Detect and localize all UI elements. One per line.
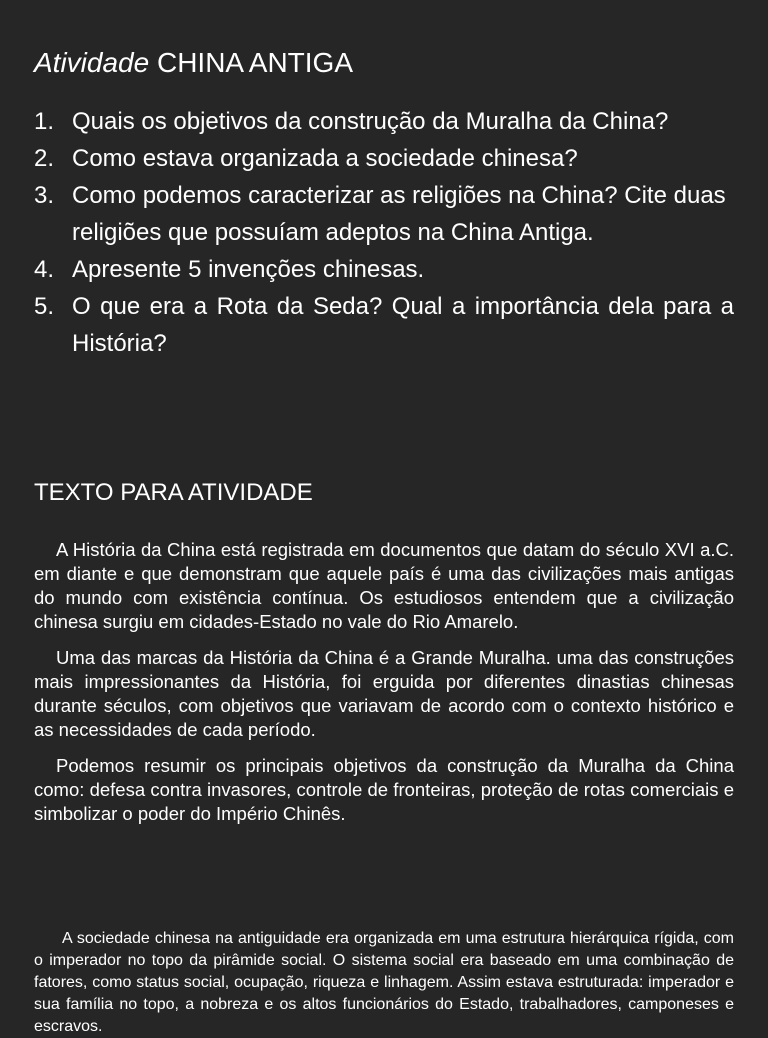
text-body (34, 538, 734, 838)
question-text: Quais os objetivos da construção da Muralha da China? (72, 108, 669, 135)
question-number: 1. (34, 108, 55, 135)
body-paragraph: A História da China está registrada em documentos que datam do século XVI a.C. em diante e que demonstram que aquele país é uma das civilizações mais antigas do mundo com existência contínua. Os estudiosos entendem que a civilização chinesa surgiu em cidades-Estado no vale do Rio Amarelo. (34, 539, 734, 632)
question-number: 2. (34, 145, 55, 172)
question-text: Como podemos caracterizar as religiões na China? Cite duas religiões que possuíam adeptos na China Antiga. (72, 182, 726, 246)
title-italic-part: Atividade (34, 47, 150, 78)
page-title (34, 46, 353, 80)
small-body-paragraph: A sociedade chinesa na antiguidade era organizada em uma estrutura hierárquica rígida, com o imperador no topo da pirâmide social. O sistema social era baseado em uma combinação de fatores, como status social, ocupação, riqueza e linhagem. Assim estava estruturada: imperador e sua família no topo, a nobreza e os altos funcionários do Estado, trabalhadores, camponeses e escravos. (34, 930, 734, 1035)
question-list (34, 103, 734, 362)
section-heading: TEXTO PARA ATIVIDADE (34, 479, 313, 506)
body-paragraph: Podemos resumir os principais objetivos da construção da Muralha da China como: defesa contra invasores, controle de fronteiras, proteção de rotas comerciais e simbolizar o poder do Império Chinês. (34, 755, 734, 824)
question-item (34, 251, 734, 288)
question-text: O que era a Rota da Seda? Qual a importância dela para a História? (72, 293, 734, 357)
question-number: 5. (34, 293, 55, 320)
question-item (34, 177, 734, 251)
body-paragraph: Uma das marcas da História da China é a Grande Muralha. uma das construções mais impressionantes da História, foi erguida por diferentes dinastias chinesas durante séculos, com objetivos que variavam de acordo com o contexto histórico e as necessidades de cada período. (34, 647, 734, 740)
question-number: 3. (34, 182, 55, 209)
question-item (34, 288, 734, 362)
question-number: 4. (34, 256, 55, 283)
title-main-part: CHINA ANTIGA (156, 47, 354, 78)
question-text: Apresente 5 invenções chinesas. (72, 256, 425, 283)
question-text: Como estava organizada a sociedade chinesa? (72, 145, 578, 172)
question-item (34, 140, 734, 177)
question-item (34, 103, 734, 140)
